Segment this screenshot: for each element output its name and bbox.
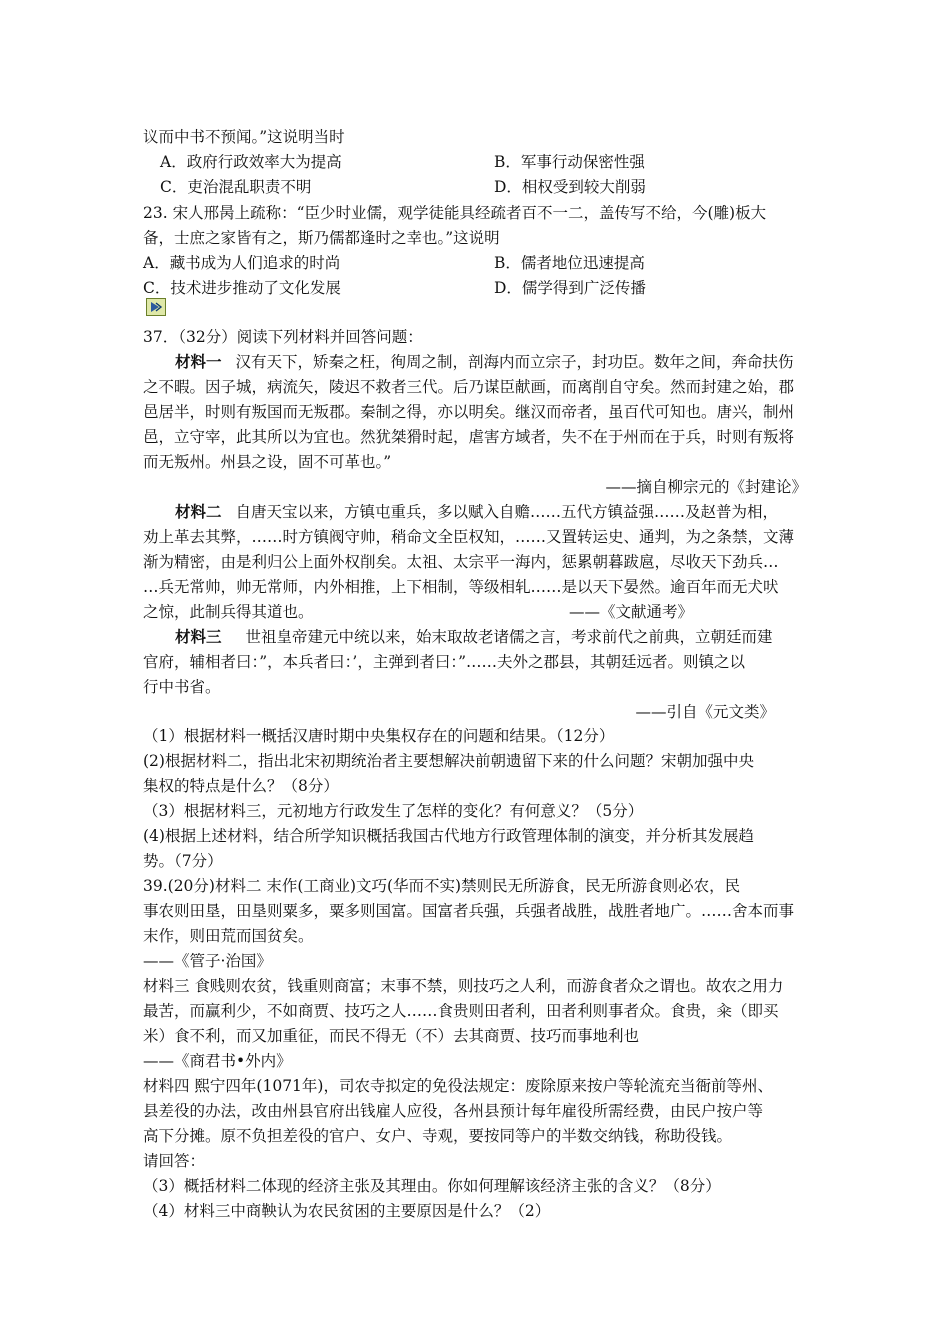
- q39-line-7: 米）食不利，而又加重征，而民不得无（不）去其商贾、技巧而事地利也: [143, 1027, 640, 1045]
- q39-line-6: 最苦，而赢利少，不如商贾、技巧之人……食贵则田者利，田者利则事者众。食贵，籴（即买: [143, 1002, 779, 1020]
- q22-option-c: C．吏治混乱职责不明: [160, 178, 312, 196]
- q22-stem-end: 议而中书不预闻。”这说明当时: [143, 128, 345, 146]
- q39-line-11: 高下分摊。原不负担差役的官户、女户、寺观，要按同等户的半数交纳钱，称助役钱。: [143, 1127, 733, 1145]
- q23-option-c: C．技术进步推动了文化发展: [143, 279, 341, 297]
- q37-material-2-line-5: 之惊，此制兵得其道也。 ——《文献通考》: [143, 603, 694, 621]
- q22-option-d: D．相权受到较大削弱: [494, 178, 646, 196]
- q37-material-2-source: ——《文献通考》: [569, 603, 694, 621]
- q39-question-4: （4）材料三中商鞅认为农民贫困的主要原因是什么？（2）: [143, 1202, 551, 1220]
- q39-line-10: 县差役的办法，改由州县官府出钱雇人应役，各州县预计每年雇役所需经费，由民户按户等: [143, 1102, 764, 1120]
- q37-material-1-source: ——摘自柳宗元的《封建论》: [605, 478, 807, 496]
- q37-material-1-line-4: 邑，立守宰，此其所以为宜也。然犹桀猾时起，虐害方域者，失不在于州而在于兵，时则有叛将: [143, 428, 795, 446]
- q37-material-3-line-2: 官府，辅相者曰：”，本兵者曰：’，主弹到者曰：”……夫外之郡县，其朝廷远者。则镇之以: [143, 653, 746, 671]
- q23-stem-line-1: 23. 宋人邢昺上疏称：“臣少时业儒，观学徒能具经疏者百不一二，盖传写不给，今(雕)板大: [143, 204, 767, 222]
- material-2-label: 材料二: [175, 502, 222, 521]
- q37-material-2-line-2: 劝上革去其弊，……时方镇阀守帅，稍命文全臣权知，……又置转运史、通判，为之条禁，文薄: [143, 528, 795, 546]
- q37-material-3-line-1: 材料三 世祖皇帝建元中统以来，始末取故老诸儒之言，考求前代之前典，立朝廷而建: [143, 627, 823, 647]
- q37-material-1-line-1: 材料一 汉有天下，矫秦之枉，徇周之制，剖海内而立宗子，封功臣。数年之间，奔命扶伤: [143, 352, 823, 372]
- q39-line-2: 事农则田垦，田垦则粟多，粟多则国富。国富者兵强，兵强者战胜，战胜者地广。……舍本而事: [143, 902, 795, 920]
- q23-option-a: A．藏书成为人们追求的时尚: [143, 254, 341, 272]
- q23-option-b: B．儒者地位迅速提高: [494, 254, 645, 272]
- q39-line-3: 末作，则田荒而国贫矣。: [143, 927, 314, 945]
- q22-option-a: A．政府行政效率大为提高: [160, 153, 342, 171]
- q37-material-1-line-2: 之不暇。因子城，病流矢，陵迟不救者三代。后乃谋臣献画，而离削自守矣。然而封建之始，郡: [143, 378, 795, 396]
- q37-material-2-line-1: 材料二 自唐天宝以来，方镇屯重兵，多以赋入自赡……五代方镇益强……及赵普为相，: [143, 502, 823, 522]
- material-1-label: 材料一: [175, 352, 222, 371]
- q39-question-3: （3）概括材料二体现的经济主张及其理由。你如何理解该经济主张的含义？（8分）: [143, 1177, 721, 1195]
- q37-question-4-line-1: (4)根据上述材料，结合所学知识概括我国古代地方行政管理体制的演变，并分析其发展趋: [143, 827, 754, 845]
- q37-material-1-line-3: 邑居半，时则有叛国而无叛郡。秦制之得，亦以明矣。继汉而帝者，虽百代可知也。唐兴，制州: [143, 403, 795, 421]
- q39-prompt: 请回答：: [143, 1152, 206, 1170]
- q39-line-5: 材料三 食贱则农贫，钱重则商富；末事不禁，则技巧之人利，而游食者众之谓也。故农之用力: [143, 977, 784, 995]
- q37-material-2-line-3: 渐为精密，由是利归公上面外权削矣。太祖、太宗平一海内，惩累朝暮跋扈，尽收天下劲兵…: [143, 553, 779, 571]
- document-link-icon[interactable]: [146, 298, 166, 316]
- q39-source-shangjunshu: ——《商君书•外内》: [143, 1052, 292, 1070]
- q23-stem-line-2: 备，士庶之家皆有之，斯乃儒都逢时之幸也。”这说明: [143, 229, 500, 247]
- q22-option-b: B．军事行动保密性强: [494, 153, 645, 171]
- q37-question-2-line-1: (2)根据材料二，指出北宋初期统治者主要想解决前朝遗留下来的什么问题？宋朝加强中央: [143, 752, 754, 770]
- q39-source-guanzi: ——《管子·治国》: [143, 952, 272, 970]
- q39-line-1: 39.(20分)材料二 末作(工商业)文巧(华而不实)禁则民无所游食，民无所游食则必农，民: [143, 877, 741, 895]
- q37-material-2-line-4: …兵无常帅，帅无常师，内外相推，上下相制，等级相轧……是以天下晏然。逾百年而无犬吠: [143, 578, 779, 596]
- q37-question-2-line-2: 集权的特点是什么？（8分）: [143, 777, 339, 795]
- q37-material-3-line-3: 行中书省。: [143, 678, 221, 696]
- q37-material-3-source: ——引自《元文类》: [635, 703, 775, 721]
- q37-stem: 37．（32分）阅读下列材料并回答问题：: [143, 328, 423, 346]
- q37-question-4-line-2: 势。（7分）: [143, 852, 223, 870]
- q37-question-3: （3）根据材料三，元初地方行政发生了怎样的变化？有何意义？（5分）: [143, 802, 644, 820]
- q37-material-1-line-5: 而无叛州。州县之设，固不可革也。”: [143, 453, 392, 471]
- q39-line-9: 材料四 熙宁四年(1071年)，司农寺拟定的免役法规定：废除原来按户等轮流充当衙前等州、: [143, 1077, 773, 1095]
- arrow-icon: [147, 299, 165, 315]
- q23-option-d: D．儒学得到广泛传播: [494, 279, 646, 297]
- q37-question-1: （1）根据材料一概括汉唐时期中央集权存在的问题和结果。（12分）: [143, 727, 615, 745]
- material-3-label: 材料三: [175, 627, 222, 646]
